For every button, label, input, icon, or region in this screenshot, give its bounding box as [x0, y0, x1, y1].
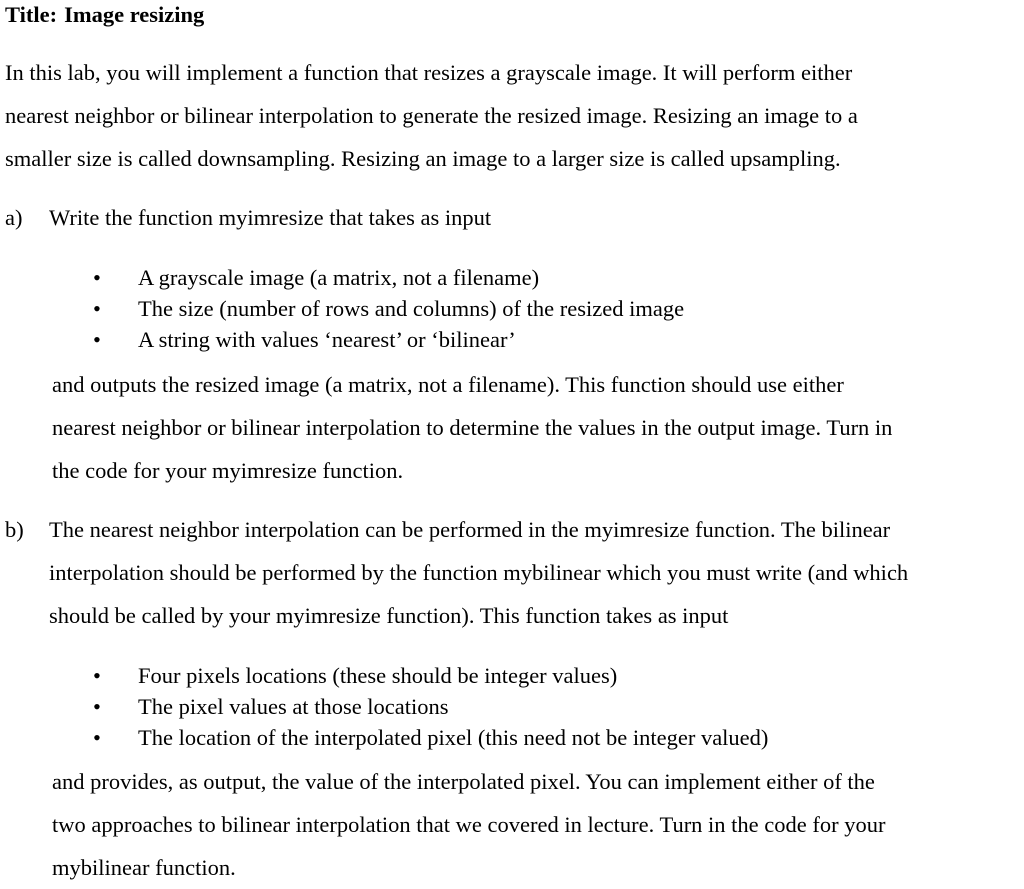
bullet-text: Four pixels locations (these should be integer values): [138, 663, 618, 688]
bullet-text: The location of the interpolated pixel (this need not be integer valued): [138, 725, 769, 750]
intro-line: nearest neighbor or bilinear interpolation to generate the resized image. Resizing an image to a: [5, 103, 858, 128]
followup-line: the code for your myimresize function.: [52, 458, 404, 483]
bullet-icon: •: [93, 265, 101, 290]
bullet-icon: •: [93, 327, 101, 352]
bullet-text: A grayscale image (a matrix, not a filename): [138, 265, 540, 290]
followup-line: two approaches to bilinear interpolation that we covered in lecture. Turn in the code for your: [52, 812, 886, 837]
bullet-text: The size (number of rows and columns) of the resized image: [138, 296, 685, 321]
bullet-icon: •: [93, 296, 101, 321]
part-a-followup: [52, 363, 892, 492]
part-b-text: [49, 508, 908, 637]
part-b-line: should be called by your myimresize function). This function takes as input: [49, 603, 729, 628]
part-a-label: a): [5, 205, 23, 230]
part-b-followup: [52, 760, 886, 889]
intro-paragraph: [5, 51, 1015, 180]
part-a-text: Write the function myimresize that takes as input: [49, 205, 492, 230]
part-b-line: The nearest neighbor interpolation can be performed in the myimresize function. The bilinear: [49, 517, 891, 542]
bullet-icon: •: [93, 725, 101, 750]
intro-line: smaller size is called downsampling. Resizing an image to a larger size is called upsampling.: [5, 146, 841, 171]
bullet-text: The pixel values at those locations: [138, 694, 449, 719]
followup-line: and outputs the resized image (a matrix, not a filename). This function should use either: [52, 372, 844, 397]
followup-line: nearest neighbor or bilinear interpolation to determine the values in the output image. Turn in: [52, 415, 893, 440]
followup-line: and provides, as output, the value of the interpolated pixel. You can implement either of the: [52, 769, 875, 794]
bullet-text: A string with values ‘nearest’ or ‘bilinear’: [138, 327, 516, 352]
part-b-line: interpolation should be performed by the function mybilinear which you must write (and which: [49, 560, 909, 585]
bullet-icon: •: [93, 663, 101, 688]
followup-line: mybilinear function.: [52, 855, 236, 880]
title-label: Title:: [5, 2, 58, 27]
bullet-icon: •: [93, 694, 101, 719]
intro-line: In this lab, you will implement a function that resizes a grayscale image. It will perform either: [5, 60, 853, 85]
title-value: Image resizing: [64, 2, 205, 27]
document-title: [5, 1, 204, 29]
part-b-label: b): [5, 517, 24, 542]
